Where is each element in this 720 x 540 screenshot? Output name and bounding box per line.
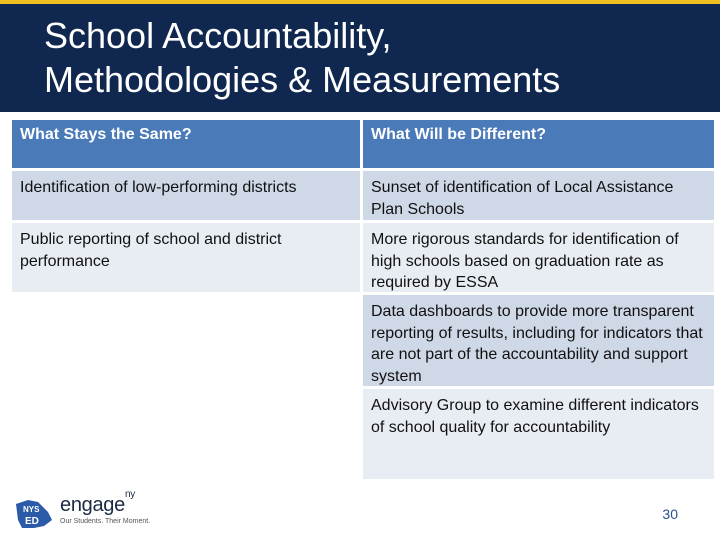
table-cell: Data dashboards to provide more transparent reporting of results, including for indicators that are not part of the accountability and support system [363, 295, 714, 386]
ed-text: ED [25, 516, 39, 527]
title-line-1: School Accountability, [44, 15, 392, 56]
column-header-different: What Will be Different? [363, 120, 714, 168]
brand-tagline: Our Students. Their Moment. [60, 518, 151, 525]
title-line-2: Methodologies & Measurements [44, 59, 561, 100]
nysed-logo-icon [14, 498, 54, 530]
title-banner [0, 0, 720, 112]
slide-title [44, 14, 704, 102]
page-number: 30 [662, 506, 678, 522]
table-cell: Public reporting of school and district performance [12, 223, 360, 292]
table-cell: Identification of low-performing districts [12, 171, 360, 220]
table-cell: More rigorous standards for identification of high schools based on graduation rate as required by ESSA [363, 223, 714, 292]
engageny-logo [10, 489, 151, 534]
brand-wordmark: engage$^{ny}$ [60, 489, 135, 516]
table-cell: Advisory Group to examine different indicators of school quality for accountability [363, 389, 714, 479]
table-cell: Sunset of identification of Local Assistance Plan Schools [363, 171, 714, 220]
nys-text: NYS [23, 505, 40, 514]
accent-stripe [0, 0, 720, 4]
column-header-same: What Stays the Same? [12, 120, 360, 168]
